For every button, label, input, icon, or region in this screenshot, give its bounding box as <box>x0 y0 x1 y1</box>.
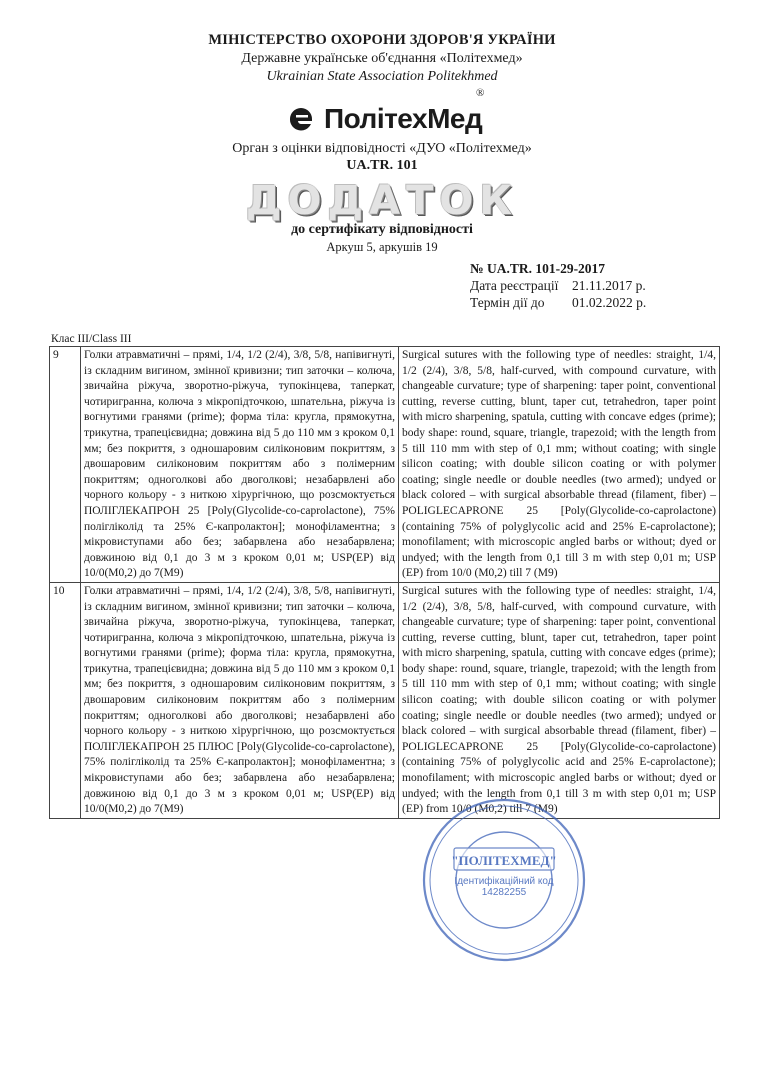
body-code: UA.TR. 101 <box>346 158 418 173</box>
registration-date-row <box>470 277 710 294</box>
stamp-organization-name: "ПОЛІТЕХМЕД" <box>451 853 557 868</box>
logo-text: ПолітехМед <box>324 103 483 134</box>
sheet-number: Аркуш 5, аркушів 19 <box>326 240 438 254</box>
description-en: Surgical sutures with the following type of needles: straight, 1/4, 1/2 (2/4), 3/8, 5/8, half-curved, with compound curvature, with changeable curvature; type of sharpening: taper point, conventional cutting, reverse cutting, blunt, taper cut, tetrahedron, taper point with micro sharpening, spatula, cutting with concave edges (prime); body shape: round, square, triangle, trapezoid; with the length from 5 till 110 mm with step of 0,1 mm; without coating; with single silicon coating; with double silicon coating or with polymer coating; single needle or double needles (two armed); undyed or black colored – with surgical absorbable thread (filament, fiber) – POLIGLECAPRONE 25 [Poly(Glycolide-co-caprolactone) (containing 75% of polyglycolic acid and 25% E-caprolactone); monofilament; with microscopic angled barbs or without; dyed or undyed; with the length from 0,1 till 3 m with step 0,01 m; USP (EP) from 10/0 (M0,2) till 7 (M9) <box>399 347 720 583</box>
table-row <box>50 347 720 583</box>
description-ua: Голки атравматичні – прямі, 1/4, 1/2 (2/4), 3/8, 5/8, напівигнуті, із складним вигином, змінної кривизни; тип заточки – колюча, звичайна ріжуча, зворотно-ріжуча, тупокінцева, таперкат, чотиригранна, колюча з мікропідточкою, шпательна, ріжуча із вогнутими гранями (prime); форма тіла: кругла, прямокутна, трикутна, трапецієвидна; довжина від 5 до 110 мм з кроком 0,1 мм; без покриття, з одношаровим силіконовим покриттям, з двошаровим силіконовим покриттям або з полімерним покриттям; одноголкові або двоголкові; незабарвлені або чорного кольору - з ниткою хірургічною, що розсмоктується ПОЛІГЛЕКАПРОН 25 ПЛЮС [Poly(Glycolide-co-caprolactone), 75% полігліколід та 25% Є-капролактон]; монофіламентна; з мікровиступами або без; забарвлена або незабарвлена; довжиною від 0,1 до 3 м з кроком 0,01 м; USP(EP) від 10/0(M0,2) до 7(M9) <box>81 582 399 818</box>
validity-value: 01.02.2022 р. <box>572 295 647 310</box>
logo-emblem-icon <box>286 104 316 134</box>
registration-block <box>470 260 710 311</box>
validity-row <box>470 294 710 311</box>
row-number: 10 <box>50 582 81 818</box>
appendix-title: ДОДАТОК <box>245 178 519 224</box>
device-class-label: Клас ІІІ/Class III <box>51 333 132 345</box>
association-name-ua: Державне українське об'єднання «Політехмед» <box>241 51 523 66</box>
table-row <box>50 582 720 818</box>
validity-label: Термін дії до <box>470 295 545 310</box>
product-spec-table <box>49 346 720 819</box>
ministry-heading: МІНІСТЕРСТВО ОХОРОНИ ЗДОРОВ'Я УКРАЇНИ <box>208 32 556 48</box>
registered-mark: ® <box>476 87 485 99</box>
registration-date-value: 21.11.2017 р. <box>572 278 646 293</box>
association-name-en: Ukrainian State Association Politekhmed <box>266 69 498 84</box>
conformity-body: Орган з оцінки відповідності «ДУО «Політехмед» <box>232 141 532 156</box>
description-en: Surgical sutures with the following type of needles: straight, 1/4, 1/2 (2/4), 3/8, 5/8, half-curved, with compound curvature, with changeable curvature; type of sharpening: taper point, conventional cutting, reverse cutting, blunt, taper cut, tetrahedron, taper point with micro sharpening, spatula, cutting with concave edges (prime); body shape: round, square, triangle, trapezoid; with the length from 5 till 110 mm with step of 0,1 mm; without coating; with single silicon coating; with double silicon coating or with polymer coating; single needle or double needles (two armed); undyed or black colored – with surgical absorbable thread (filament, fiber) – POLIGLECAPRONE 25 [Poly(Glycolide-co-caprolactone) (containing 75% of polyglycolic acid and 25% E-caprolactone); monofilament; with microscopic angled barbs or without; dyed or undyed; with the length from 0,1 till 3 m with step 0,01 m; USP (EP) from 10/0 (M0,2) till 7 (M9) <box>399 582 720 818</box>
registration-date-label: Дата реєстрації <box>470 278 559 293</box>
registration-number: № UA.TR. 101-29-2017 <box>470 261 606 276</box>
appendix-subtitle: до сертифікату відповідності <box>291 222 473 237</box>
description-ua: Голки атравматичні – прямі, 1/4, 1/2 (2/4), 3/8, 5/8, напівигнуті, із складним вигином, змінної кривизни; тип заточки – колюча, звичайна ріжуча, зворотно-ріжуча, тупокінцева, таперкат, чотиригранна, колюча з мікропідточкою, шпательна, ріжуча із вогнутими гранями (prime); форма тіла: кругла, прямокутна, трикутна, трапецієвидна; довжина від 5 до 110 мм з кроком 0,1 мм; без покриття, з одношаровим силіконовим покриттям, з двошаровим силіконовим покриттям або з полімерним покриттям; одноголкові або двоголкові; незабарвлені або чорного кольору - з ниткою хірургічною, що розсмоктується ПОЛІГЛЕКАПРОН 25 [Poly(Glycolide-co-caprolactone), 75% полігліколід та 25% Є-капролактон]; монофіламентна; з мікровиступами або без; забарвлена або незабарвлена; довжиною від 0,1 до 3 м з кроком 0,01 м; USP(EP) від 10/0(M0,2) до 7(M9) <box>81 347 399 583</box>
row-number: 9 <box>50 347 81 583</box>
politekhmed-logo <box>286 101 482 137</box>
stamp-identification-code: Ідентифікаційний код 14282255 <box>454 876 554 898</box>
